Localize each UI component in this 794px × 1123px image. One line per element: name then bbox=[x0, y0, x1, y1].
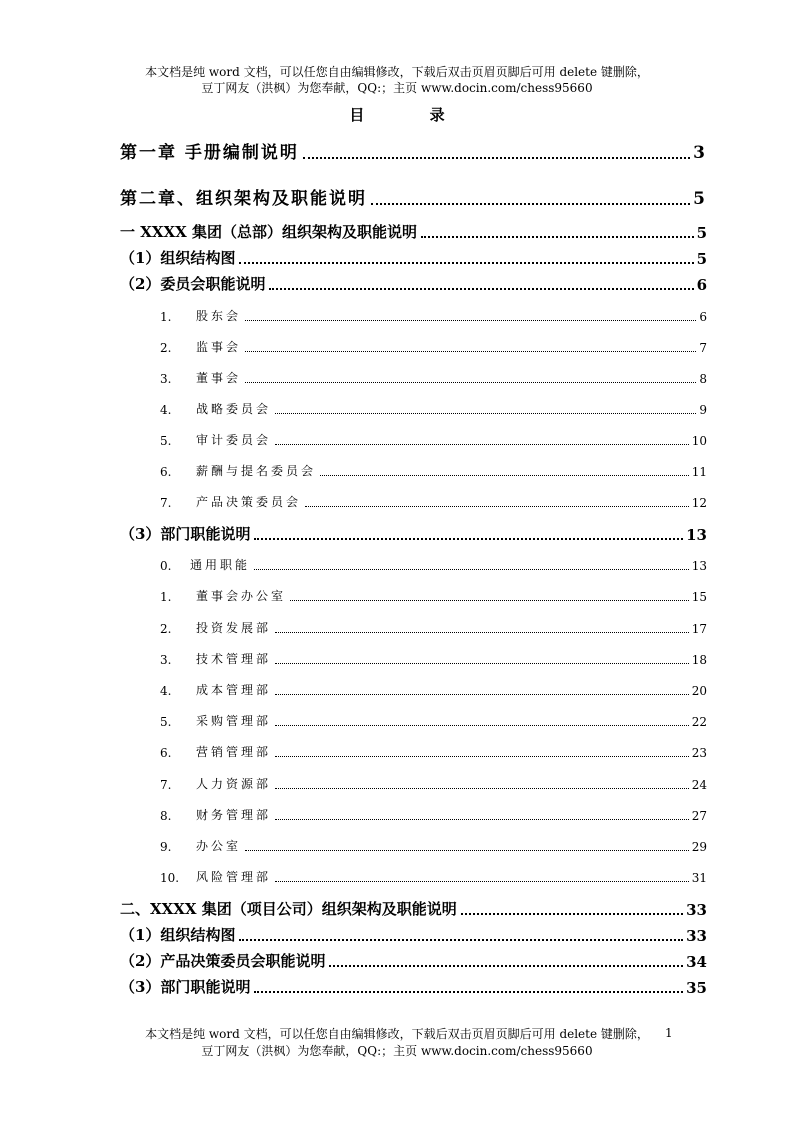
toc-entry-label: （2）委员会职能说明 bbox=[120, 275, 266, 293]
toc-entry-item[interactable] bbox=[160, 837, 707, 854]
toc-entry-label: 人力资源部 bbox=[196, 777, 272, 791]
toc-leader-dots bbox=[239, 261, 693, 264]
toc-entry-label: 董事会办公室 bbox=[196, 589, 287, 603]
toc-entry-number: 1. bbox=[160, 310, 172, 324]
header-line-2: 豆丁网友（洪枫）为您奉献，QQ:；主页 www.docin.com/chess95660 bbox=[201, 81, 593, 95]
toc-entry-label: （1）组织结构图 bbox=[120, 249, 236, 267]
toc-entry-label: 股东会 bbox=[196, 309, 242, 323]
toc-entry-item[interactable] bbox=[160, 338, 707, 355]
toc-entry-page: 13 bbox=[691, 559, 707, 573]
toc-entry-item[interactable] bbox=[160, 868, 707, 885]
toc-entry-label: 战略委员会 bbox=[196, 402, 272, 416]
toc-entry-subsection[interactable] bbox=[120, 247, 707, 268]
toc-entry-subsection[interactable] bbox=[120, 924, 707, 945]
toc-entry-label: 第一章 手册编制说明 bbox=[120, 143, 299, 163]
toc-entry-subsection[interactable] bbox=[120, 523, 707, 544]
toc-leader-dots bbox=[275, 443, 689, 445]
toc-entry-page: 10 bbox=[691, 434, 707, 448]
toc-entry-label: 通用职能 bbox=[190, 558, 251, 572]
toc-entry-page: 23 bbox=[691, 746, 707, 760]
toc-leader-dots bbox=[245, 381, 696, 383]
toc-entry-number: 8. bbox=[160, 809, 172, 823]
toc-entry-label: 财务管理部 bbox=[196, 808, 272, 822]
toc-leader-dots bbox=[245, 350, 696, 352]
toc-entry-item[interactable] bbox=[160, 400, 707, 417]
toc-entry-chapter-2[interactable] bbox=[120, 184, 707, 209]
toc-entry-page: 12 bbox=[691, 496, 707, 510]
toc-entry-item[interactable] bbox=[160, 650, 707, 667]
toc-leader-dots bbox=[275, 818, 689, 820]
toc-entry-number: 6. bbox=[160, 746, 172, 760]
toc-entry-number: 3. bbox=[160, 653, 172, 667]
toc-entry-number: 7. bbox=[160, 778, 172, 792]
toc-entry-label: 二、XXXX 集团（项目公司）组织架构及职能说明 bbox=[120, 900, 457, 918]
footer-line-1: 本文档是纯 word 文档，可以任您自由编辑修改，下载后双击页眉页脚后可用 delete 键删除， bbox=[145, 1027, 649, 1041]
toc-entry-label: （3）部门职能说明 bbox=[120, 525, 251, 543]
toc-entry-page: 13 bbox=[686, 526, 707, 544]
toc-entry-number: 1. bbox=[160, 590, 172, 604]
toc-entry-item[interactable] bbox=[160, 369, 707, 386]
toc-leader-dots bbox=[254, 568, 689, 570]
toc-leader-dots bbox=[275, 880, 689, 882]
header-line-1: 本文档是纯 word 文档，可以任您自由编辑修改，下载后双击页眉页脚后可用 delete 键删除， bbox=[145, 65, 649, 79]
toc-entry-number: 3. bbox=[160, 372, 172, 386]
toc-entry-item[interactable] bbox=[160, 556, 707, 573]
toc-leader-dots bbox=[254, 537, 683, 540]
toc-entry-page: 33 bbox=[686, 901, 707, 919]
toc-entry-label: 办公室 bbox=[196, 839, 242, 853]
toc-leader-dots bbox=[320, 474, 689, 476]
toc-leader-dots bbox=[371, 202, 690, 205]
toc-entry-item[interactable] bbox=[160, 431, 707, 448]
toc-entry-page: 35 bbox=[686, 979, 707, 997]
toc-leader-dots bbox=[421, 235, 694, 238]
toc-entry-page: 5 bbox=[696, 224, 707, 242]
toc-leader-dots bbox=[245, 319, 696, 321]
toc-leader-dots bbox=[461, 912, 683, 915]
toc-entry-page: 27 bbox=[691, 809, 707, 823]
toc-entry-page: 20 bbox=[691, 684, 707, 698]
toc-entry-number: 5. bbox=[160, 434, 172, 448]
toc-entry-page: 11 bbox=[691, 465, 707, 479]
toc-entry-page: 34 bbox=[686, 953, 707, 971]
toc-entry-page: 29 bbox=[691, 840, 707, 854]
toc-entry-label: 第二章、组织架构及职能说明 bbox=[120, 189, 367, 209]
toc-entry-item[interactable] bbox=[160, 712, 707, 729]
toc-entry-chapter-1[interactable] bbox=[120, 138, 707, 163]
footer-line-2: 豆丁网友（洪枫）为您奉献，QQ:；主页 www.docin.com/chess95660 bbox=[201, 1044, 593, 1058]
toc-entry-item[interactable] bbox=[160, 587, 707, 604]
toc-entry-label: 一 XXXX 集团（总部）组织架构及职能说明 bbox=[120, 223, 417, 241]
toc-leader-dots bbox=[239, 938, 683, 941]
toc-entry-subsection[interactable] bbox=[120, 273, 707, 294]
toc-entry-label: 风险管理部 bbox=[196, 870, 272, 884]
toc-leader-dots bbox=[275, 724, 689, 726]
toc-leader-dots bbox=[275, 412, 696, 414]
toc-entry-page: 33 bbox=[686, 927, 707, 945]
toc-entry-number: 6. bbox=[160, 465, 172, 479]
toc-title: 目 录 bbox=[349, 106, 475, 124]
toc-entry-page: 24 bbox=[691, 778, 707, 792]
toc-entry-page: 22 bbox=[691, 715, 707, 729]
toc-entry-number: 9. bbox=[160, 840, 172, 854]
toc-entry-item[interactable] bbox=[160, 307, 707, 324]
toc-entry-section[interactable] bbox=[120, 221, 707, 242]
toc-entry-page: 17 bbox=[691, 622, 707, 636]
toc-leader-dots bbox=[269, 287, 693, 290]
toc-entry-number: 10. bbox=[160, 871, 180, 885]
toc-entry-page: 6 bbox=[696, 276, 707, 294]
toc-entry-item[interactable] bbox=[160, 619, 707, 636]
toc-entry-page: 6 bbox=[699, 310, 707, 324]
toc-entry-number: 4. bbox=[160, 684, 172, 698]
toc-entry-item[interactable] bbox=[160, 493, 707, 510]
toc-leader-dots bbox=[275, 662, 689, 664]
toc-entry-item[interactable] bbox=[160, 775, 707, 792]
toc-leader-dots bbox=[254, 990, 683, 993]
toc-entry-label: 技术管理部 bbox=[196, 652, 272, 666]
toc-entry-item[interactable] bbox=[160, 462, 707, 479]
toc-entry-number: 2. bbox=[160, 341, 172, 355]
toc-leader-dots bbox=[329, 964, 683, 967]
toc-entry-label: 营销管理部 bbox=[196, 745, 272, 759]
toc-entry-label: 监事会 bbox=[196, 340, 242, 354]
toc-entry-number: 7. bbox=[160, 496, 172, 510]
toc-leader-dots bbox=[303, 156, 690, 159]
toc-entry-number: 5. bbox=[160, 715, 172, 729]
toc-leader-dots bbox=[305, 505, 689, 507]
toc-entry-label: 薪酬与提名委员会 bbox=[196, 464, 317, 478]
toc-leader-dots bbox=[275, 693, 689, 695]
toc-entry-number: 0. bbox=[160, 559, 172, 573]
toc-leader-dots bbox=[275, 787, 689, 789]
toc-entry-page: 7 bbox=[699, 341, 707, 355]
toc-entry-label: （3）部门职能说明 bbox=[120, 978, 251, 996]
toc-leader-dots bbox=[290, 599, 689, 601]
toc-entry-label: （1）组织结构图 bbox=[120, 926, 236, 944]
toc-entry-page: 5 bbox=[696, 250, 707, 268]
toc-entry-page: 15 bbox=[691, 590, 707, 604]
toc-entry-page: 18 bbox=[691, 653, 707, 667]
toc-entry-subsection[interactable] bbox=[120, 950, 707, 971]
toc-entry-number: 2. bbox=[160, 622, 172, 636]
toc-entry-label: 成本管理部 bbox=[196, 683, 272, 697]
toc-entry-page: 31 bbox=[691, 871, 707, 885]
toc-entry-item[interactable] bbox=[160, 806, 707, 823]
toc-leader-dots bbox=[275, 631, 689, 633]
toc-entry-page: 8 bbox=[699, 372, 707, 386]
toc-entry-item[interactable] bbox=[160, 681, 707, 698]
toc-entry-label: （2）产品决策委员会职能说明 bbox=[120, 952, 326, 970]
toc-entry-label: 董事会 bbox=[196, 371, 242, 385]
toc-entry-label: 采购管理部 bbox=[196, 714, 272, 728]
toc-entry-page: 9 bbox=[699, 403, 707, 417]
toc-entry-subsection[interactable] bbox=[120, 976, 707, 997]
toc-entry-label: 投资发展部 bbox=[196, 621, 272, 635]
toc-entry-page: 5 bbox=[693, 189, 707, 209]
toc-entry-item[interactable] bbox=[160, 743, 707, 760]
toc-entry-label: 审计委员会 bbox=[196, 433, 272, 447]
toc-leader-dots bbox=[275, 755, 689, 757]
toc-entry-label: 产品决策委员会 bbox=[196, 495, 302, 509]
page-number: 1 bbox=[665, 1026, 673, 1040]
toc-entry-page: 3 bbox=[693, 143, 707, 163]
toc-leader-dots bbox=[245, 849, 689, 851]
toc-entry-number: 4. bbox=[160, 403, 172, 417]
toc-entry-section[interactable] bbox=[120, 898, 707, 919]
